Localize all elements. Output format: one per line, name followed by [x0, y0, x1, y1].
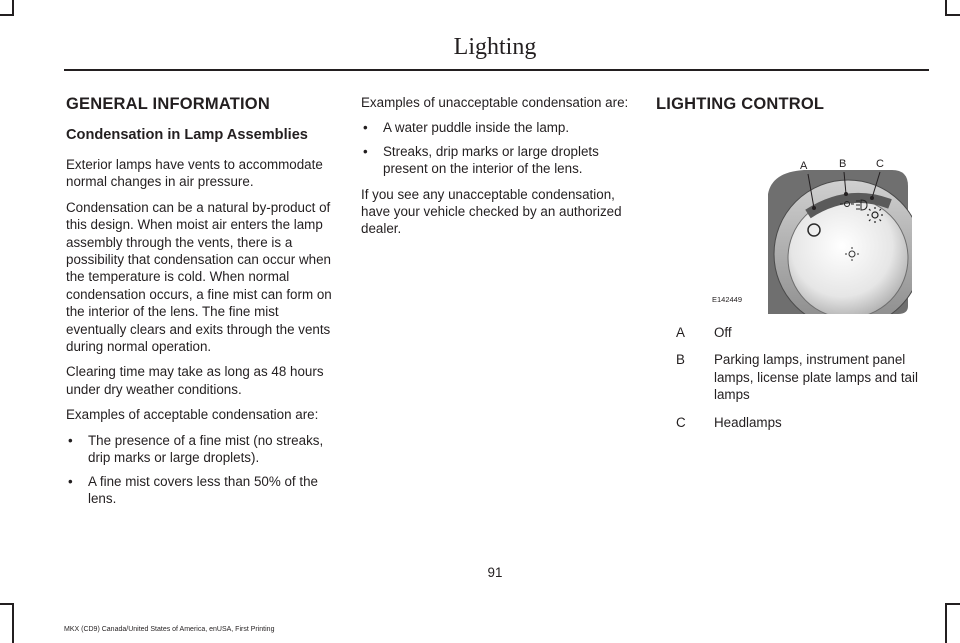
subsection-heading: Condensation in Lamp Assemblies — [66, 127, 308, 143]
lighting-control-figure — [712, 142, 912, 314]
definition-key: C — [676, 414, 686, 430]
lighting-switch-illustration — [712, 142, 912, 314]
paragraph: Clearing time may take as long as 48 hours under dry weather conditions. — [66, 364, 324, 397]
list-item: • The presence of a fine mist (no streaks, drip marks or large droplets). — [66, 432, 338, 467]
crop-mark — [0, 14, 14, 16]
paragraph: Exterior lamps have vents to accommodate normal changes in air pressure. — [66, 157, 323, 190]
callout-label-a: A — [800, 160, 808, 172]
bullet-list — [66, 432, 338, 508]
switch-knob — [788, 198, 908, 314]
column-unacceptable-condensation — [361, 94, 633, 246]
crop-mark — [945, 603, 960, 605]
definition-row — [676, 324, 931, 341]
callout-label-c: C — [876, 158, 884, 170]
callout-dot — [812, 206, 816, 210]
definition-list — [676, 324, 931, 431]
column-general-information — [66, 94, 338, 515]
footer-text: MKX (CD9) Canada/United States of America, enUSA, First Printing — [64, 626, 275, 633]
paragraph: If you see any unacceptable condensation, have your vehicle checked by an authorized dealer. — [361, 186, 622, 237]
section-heading: GENERAL INFORMATION — [66, 95, 270, 113]
paragraph: Examples of unacceptable condensation are: — [361, 95, 629, 110]
crop-mark — [0, 603, 14, 605]
callout-label-b: B — [839, 158, 847, 170]
definition-value: Off — [714, 325, 732, 340]
bullet-list — [361, 119, 633, 177]
paragraph: Examples of acceptable condensation are: — [66, 407, 319, 423]
definition-row — [676, 414, 931, 431]
callout-dot — [870, 196, 874, 200]
section-heading: LIGHTING CONTROL — [656, 95, 825, 113]
list-item: • Streaks, drip marks or large droplets present on the interior of the lens. — [361, 143, 633, 178]
definition-value: Parking lamps, instrument panel lamps, license plate lamps and tail lamps — [714, 352, 918, 403]
list-item: • A fine mist covers less than 50% of the lens. — [66, 473, 338, 508]
definition-key: B — [676, 352, 685, 368]
figure-code: E142449 — [712, 294, 743, 304]
paragraph: Condensation can be a natural by-product of this design. When moist air enters the lamp assembly through the vents, there is a possibility that condensation can occur when the temperature is cold. When normal condensation occurs, a fine mist can form on the interior of the lens. The fine mist eventually clears and exits through the vents during normal operation. — [66, 199, 332, 355]
column-lighting-control — [656, 94, 931, 441]
definition-key: A — [676, 325, 685, 340]
definition-row — [676, 351, 931, 403]
crop-mark — [945, 14, 960, 16]
crop-mark — [945, 603, 947, 643]
header-rule — [64, 69, 929, 71]
page-title: Lighting — [453, 34, 537, 60]
callout-dot — [844, 192, 848, 196]
page-number: 91 — [487, 565, 503, 580]
definition-value: Headlamps — [714, 414, 782, 430]
list-item: • A water puddle inside the lamp. — [361, 119, 633, 136]
crop-mark — [12, 603, 14, 643]
